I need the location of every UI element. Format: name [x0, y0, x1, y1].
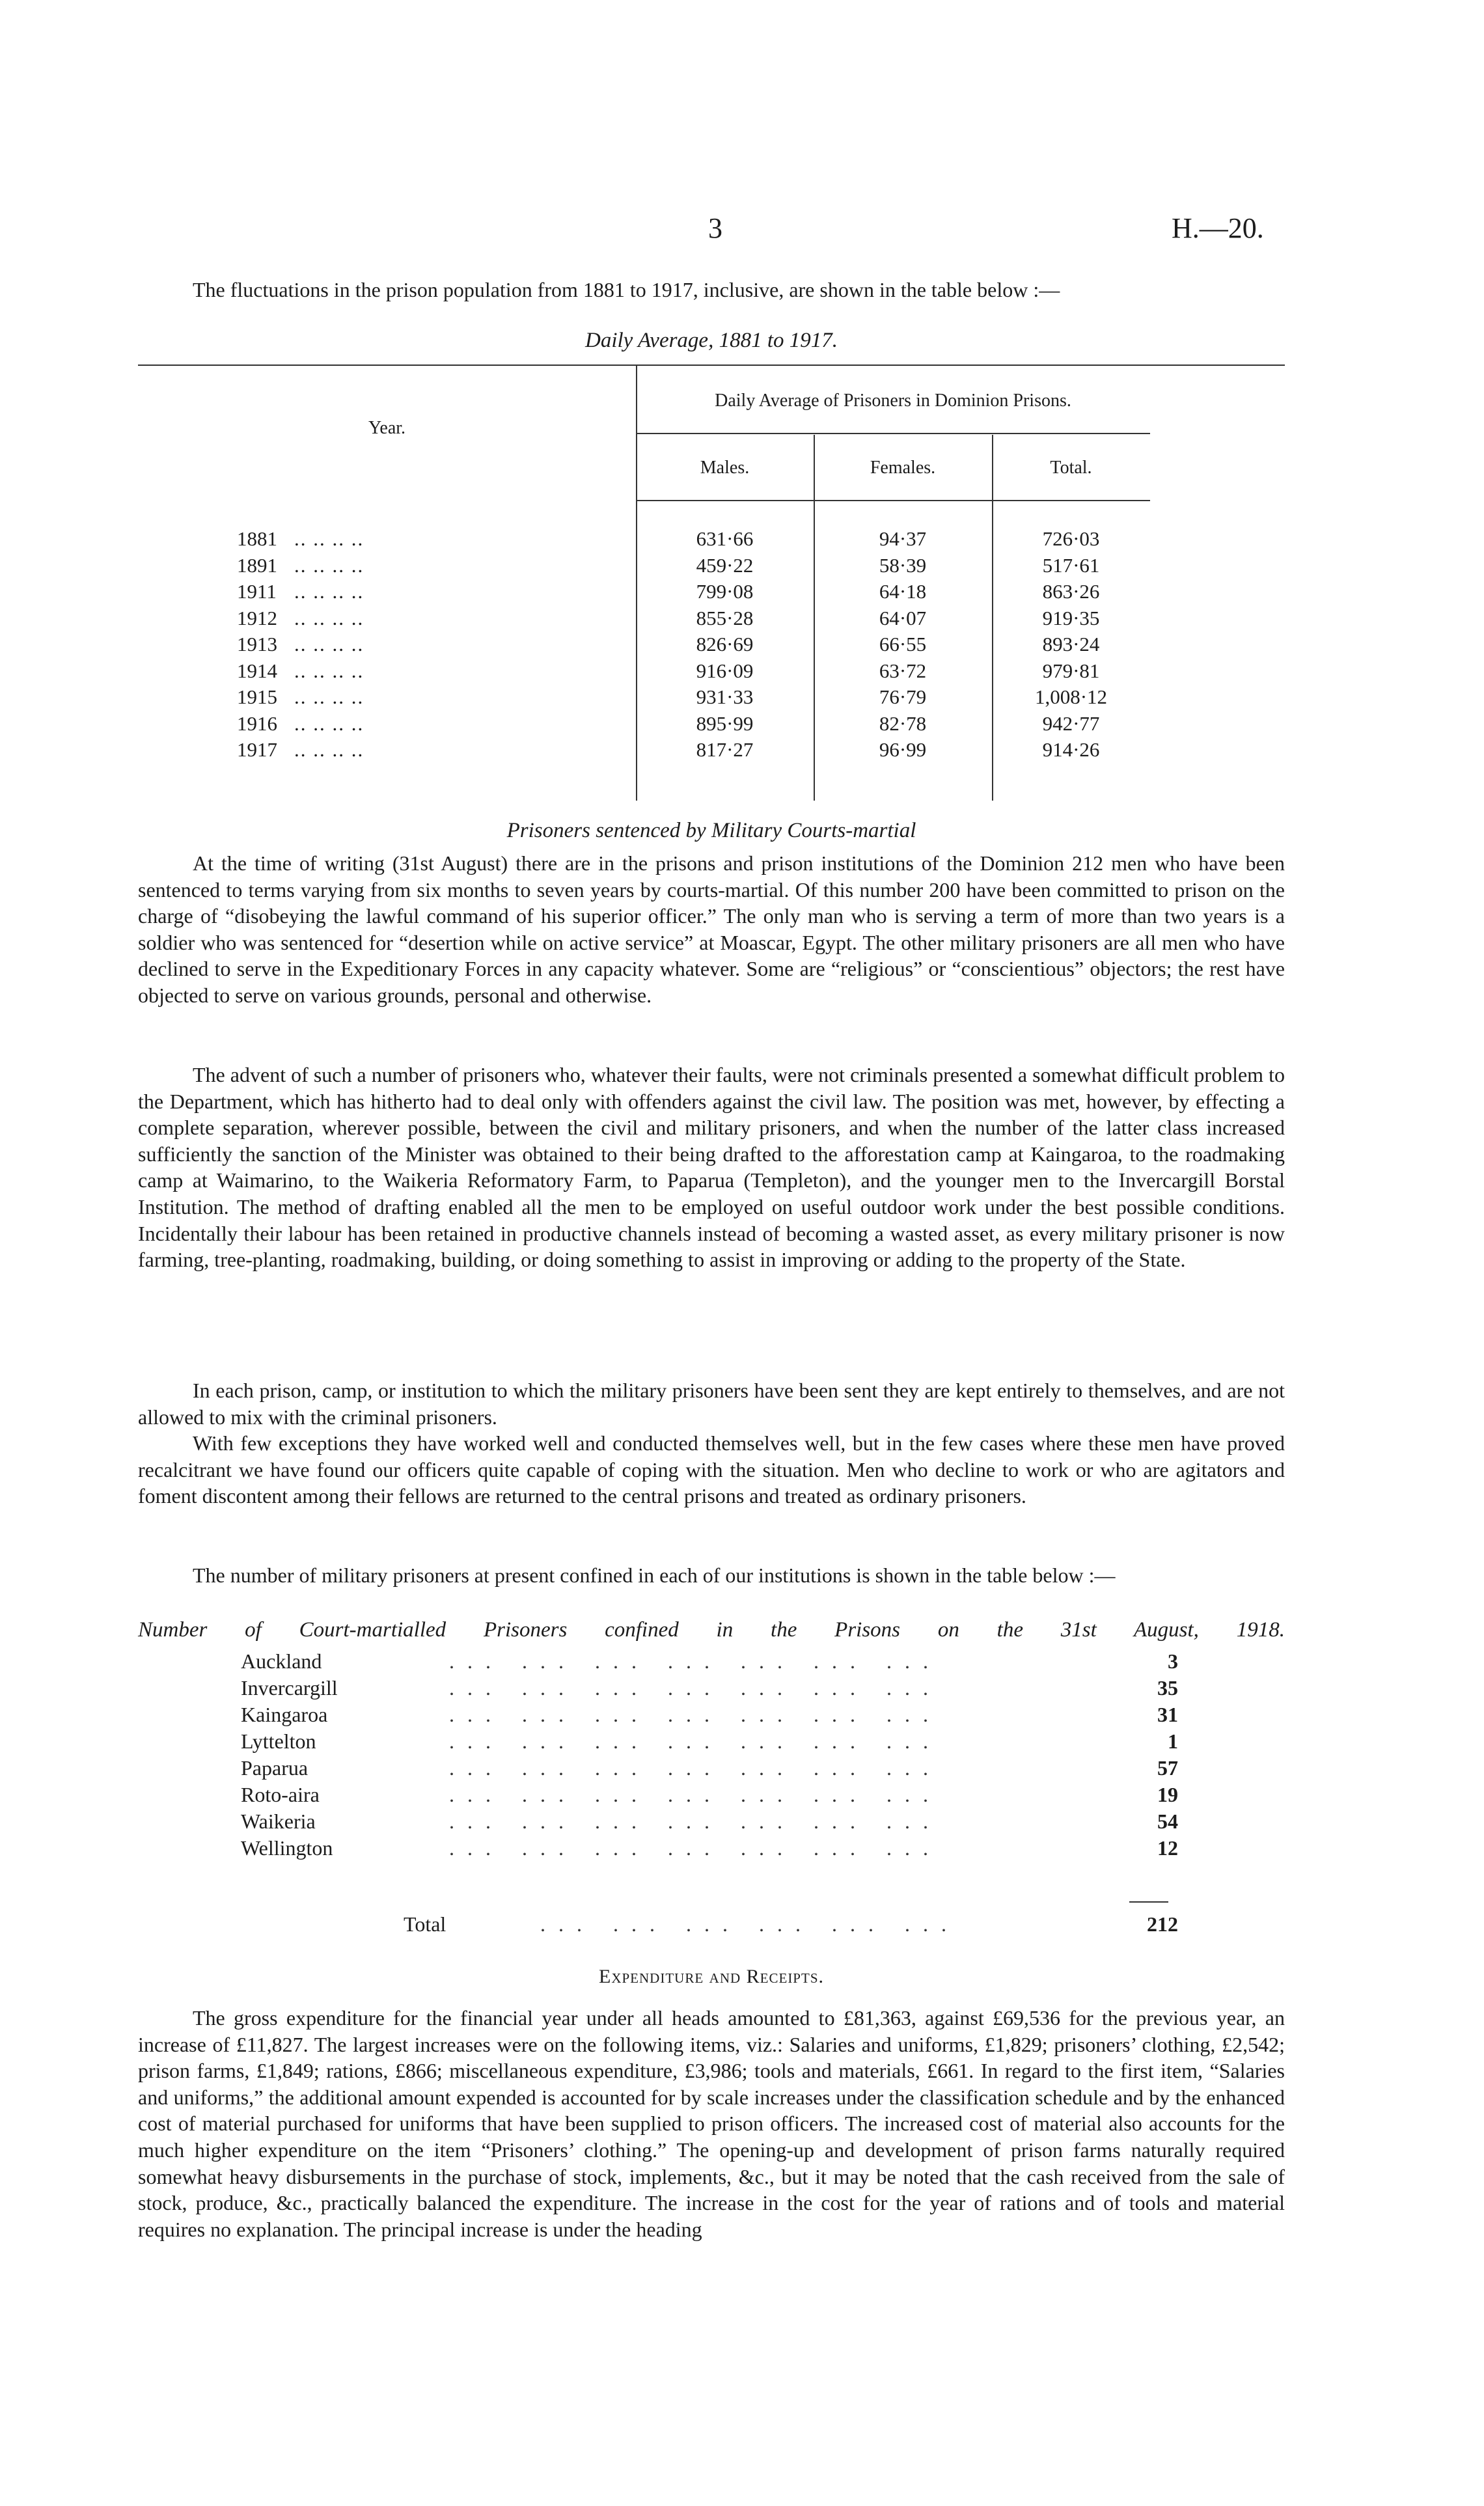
cm-institution: Roto-aira [241, 1783, 320, 1806]
row-females: 58·39 [879, 553, 927, 577]
row-females: 64·07 [879, 606, 927, 629]
col-females-header: Females. [870, 458, 936, 478]
row-total: 919·35 [1042, 606, 1100, 629]
row-total: 517·61 [1042, 553, 1100, 577]
row-males: 817·27 [696, 738, 754, 761]
cm-count: 31 [1157, 1703, 1178, 1726]
row-leader: .. .. .. .. [294, 711, 364, 735]
row-females: 94·37 [879, 527, 927, 550]
group-header-rule [636, 433, 1150, 434]
row-leader: .. .. .. .. [294, 738, 364, 761]
military-paragraph: The number of military prisoners at present confined in each of our institutions is shown in the table below :— [193, 1563, 1116, 1587]
row-females: 66·55 [879, 633, 927, 655]
daily-average-table [138, 365, 1285, 807]
row-leader: .. .. .. .. [294, 580, 364, 603]
military-section-title: Prisoners sentenced by Military Courts-martial [506, 819, 916, 842]
cm-table-row [241, 1836, 1178, 1862]
row-leader: .. .. .. .. [294, 633, 364, 655]
row-total: 942·77 [1042, 711, 1100, 735]
military-paragraph: With few exceptions they have worked well and conducted themselves well, but in the few cases where these men have proved recalcitrant we have found our officers quite capable of coping with the situation. Men who decline to work or who are agitators and foment discontent among their fellows are returned to the central prisons and treated as ordinary prisoners. [138, 1431, 1285, 1508]
row-females: 76·79 [879, 685, 927, 708]
expenditure-title: Expenditure and Receipts. [599, 1966, 824, 1987]
cm-count: 19 [1157, 1783, 1178, 1806]
row-males: 916·09 [696, 659, 754, 682]
cm-institution: Wellington [241, 1836, 333, 1860]
daily-table-title: Daily Average, 1881 to 1917. [584, 329, 838, 352]
cm-leader: ... ... ... ... ... ... ... [449, 1676, 941, 1700]
row-females: 82·78 [879, 711, 927, 735]
row-males: 631·66 [696, 527, 754, 550]
row-leader: .. .. .. .. [294, 606, 364, 629]
row-females: 64·18 [879, 580, 927, 603]
row-year: 1881 [237, 527, 277, 550]
cm-count: 35 [1157, 1676, 1178, 1700]
cm-leader: ... ... ... ... ... ... ... [449, 1729, 941, 1753]
col-total-header: Total. [1050, 458, 1092, 478]
row-leader: .. .. .. .. [294, 553, 364, 577]
cm-total-row [241, 1912, 1178, 1938]
row-year: 1917 [237, 738, 277, 761]
row-year: 1913 [237, 633, 277, 655]
row-males: 895·99 [696, 711, 754, 735]
cm-table-row [241, 1649, 1178, 1675]
row-leader: .. .. .. .. [294, 527, 364, 550]
cm-count: 1 [1168, 1729, 1178, 1753]
row-total: 726·03 [1042, 527, 1100, 550]
cm-leader: ... ... ... ... ... ... ... [449, 1703, 941, 1726]
row-total: 1,008·12 [1034, 685, 1108, 708]
cm-count: 12 [1157, 1836, 1178, 1860]
cm-leader: ... ... ... ... ... ... ... [449, 1783, 941, 1806]
cm-leader: ... ... ... ... ... ... ... [449, 1649, 941, 1673]
military-paragraph: At the time of writing (31st August) there are in the prisons and prison institutions of the Dominion 212 men who have been sentenced to terms varying from six months to seven years by courts-martial. Of this number 200 have been committed to prison on the charge of “disobeying the lawful command of his superior officer.” The only man who is serving a term of more than two years is a soldier who was sentenced for “desertion while on active service” at Moascar, Egypt. The other military prisoners are all men who have declined to serve in the Expeditionary Forces in any capacity whatever. Some are “religious” or “conscientious” objectors; the rest have objected to serve on various grounds, personal and otherwise. [138, 851, 1285, 1007]
row-leader: .. .. .. .. [294, 685, 364, 708]
cm-institution: Invercargill [241, 1676, 338, 1700]
cm-table-row [241, 1810, 1178, 1836]
row-year: 1912 [237, 606, 277, 629]
cm-count: 54 [1157, 1810, 1178, 1833]
row-total: 893·24 [1042, 633, 1100, 655]
row-year: 1914 [237, 659, 277, 682]
military-paragraph: In each prison, camp, or institution to which the military prisoners have been sent they are kept entirely to themselves, and are not allowed to mix with the criminal prisoners. [138, 1379, 1285, 1429]
cm-institution: Lyttelton [241, 1729, 316, 1753]
row-year: 1915 [237, 685, 277, 708]
row-males: 826·69 [696, 633, 754, 655]
col-year-header: Year. [368, 418, 406, 438]
row-total: 979·81 [1042, 659, 1100, 682]
cm-institution: Waikeria [241, 1810, 316, 1833]
row-males: 799·08 [696, 580, 754, 603]
cm-count: 3 [1168, 1649, 1178, 1673]
row-year: 1916 [237, 711, 277, 735]
cm-table-row [241, 1729, 1178, 1756]
cm-total-leader: ... ... ... ... ... ... [540, 1912, 959, 1936]
intro-paragraph: The fluctuations in the prison population from 1881 to 1917, inclusive, are shown in the table below :— [193, 278, 1060, 301]
row-total: 863·26 [1042, 580, 1100, 603]
group-header: Daily Average of Prisoners in Dominion Prisons. [715, 391, 1071, 411]
row-males: 931·33 [696, 685, 754, 708]
cm-leader: ... ... ... ... ... ... ... [449, 1836, 941, 1860]
cm-institution: Paparua [241, 1756, 309, 1780]
expenditure-paragraph: The gross expenditure for the financial year under all heads amounted to £81,363, against £69,536 for the previous year, an increase of £11,827. The largest increases were on the following items, viz.: Salaries and uniforms, £1,829; prisoners’ clothing, £2,542; prison farms, £1,849; rations, £866; miscellaneous expenditure, £3,986; tools and materials, £661. In regard to the first item, “Salaries and uniforms,” the additional amount expended is accounted for by scale increases under the classification schedule and by the enhanced cost of material purchased for uniforms that have been supplied to prison officers. The increased cost of material also accounts for the much higher expenditure on the item “Prisoners’ clothing.” The opening-up and development of prison farms naturally required somewhat heavy disbursements in the purchase of stock, implements, &c., but it may be noted that the cash received from the sale of stock, produce, &c., practically balanced the expenditure. The increase in the cost for the year of rations and of tools and material requires no explanation. The principal increase is under the heading [138, 2006, 1285, 2241]
cm-count: 57 [1157, 1756, 1178, 1780]
row-females: 63·72 [879, 659, 927, 682]
cm-table-row [241, 1703, 1178, 1729]
cm-total-label: Total [404, 1912, 447, 1936]
page-number: 3 [708, 212, 722, 244]
military-paragraph: The advent of such a number of prisoners who, whatever their faults, were not criminals presented a somewhat difficult problem to the Department, which has hitherto had to deal only with offenders against the civil law. The position was met, however, by effecting a complete separation, wherever possible, between the civil and military prisoners, and when the number of the latter class increased sufficiently the sanction of the Minister was obtained to their being drafted to the afforestation camp at Kaingaroa, to the roadmaking camp at Waimarino, to the Waikeria Reformatory Farm, to Paparua (Templeton), and the younger men to the Invercargill Borstal Institution. The method of drafting enabled all the men to be employed on useful outdoor work under the best possible conditions. Incidentally their labour has been retained in productive channels instead of becoming a wasted asset, as every military prisoner is now farming, tree-planting, roadmaking, building, or doing something to assist in improving or adding to the property of the State. [138, 1063, 1285, 1272]
row-year: 1891 [237, 553, 277, 577]
cm-table-row [241, 1756, 1178, 1782]
document-code: H.—20. [1172, 212, 1264, 244]
cm-table-row [241, 1676, 1178, 1702]
row-year: 1911 [237, 580, 277, 603]
row-males: 459·22 [696, 553, 754, 577]
table-top-rule [138, 365, 1285, 366]
col-males-header: Males. [700, 458, 750, 478]
cm-total-value: 212 [1147, 1912, 1178, 1936]
cm-table-row [241, 1783, 1178, 1809]
cm-institution: Kaingaroa [241, 1703, 328, 1726]
cm-total-rule [1129, 1901, 1168, 1903]
cm-table-title: Number of Court-martialled Prisoners confined in the Prisons on the 31st August, 1918. [138, 1618, 1285, 1642]
row-males: 855·28 [696, 606, 754, 629]
cm-leader: ... ... ... ... ... ... ... [449, 1756, 941, 1780]
cm-institution: Auckland [241, 1649, 322, 1673]
row-total: 914·26 [1042, 738, 1100, 761]
cm-leader: ... ... ... ... ... ... ... [449, 1810, 941, 1833]
row-females: 96·99 [879, 738, 927, 761]
row-leader: .. .. .. .. [294, 659, 364, 682]
subheader-rule [636, 500, 1150, 501]
